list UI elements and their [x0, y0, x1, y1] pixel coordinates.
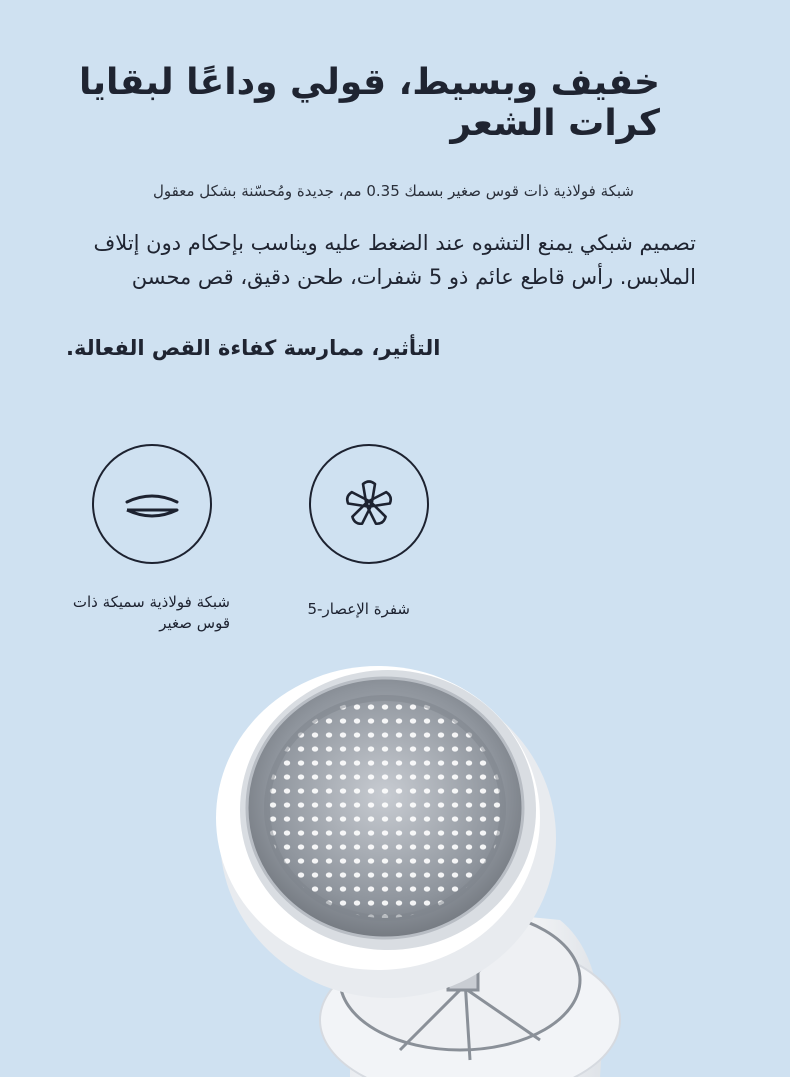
feature-label-five-blade: شفرة الإعصار-5 — [307, 600, 410, 618]
blade-assembly — [340, 900, 580, 1060]
headline: خفيف وبسيط، قولي وداعًا لبقايا كرات الشعر — [78, 62, 660, 144]
subline: شبكة فولاذية ذات قوس صغير بسمك 0.35 مم، جديدة ومُحسّنة بشكل معقول — [152, 182, 634, 200]
five-blade-feature-circle — [309, 444, 429, 564]
description-bold: التأثير، ممارسة كفاءة القص الفعالة. — [66, 336, 441, 360]
five-blade-icon — [339, 474, 399, 534]
description: تصميم شبكي يمنع التشوه عند الضغط عليه ويناسب بإحكام دون إتلاف الملابس. رأس قاطع عائم ذو 5 شفرات، طحن دقيق، قص محسن — [93, 231, 696, 289]
feature-label-arc-mesh: شبكة فولاذية سميكة ذات قوس صغير — [72, 593, 230, 632]
arc-mesh-icon — [117, 484, 187, 524]
arc-mesh-feature-circle — [92, 444, 212, 564]
